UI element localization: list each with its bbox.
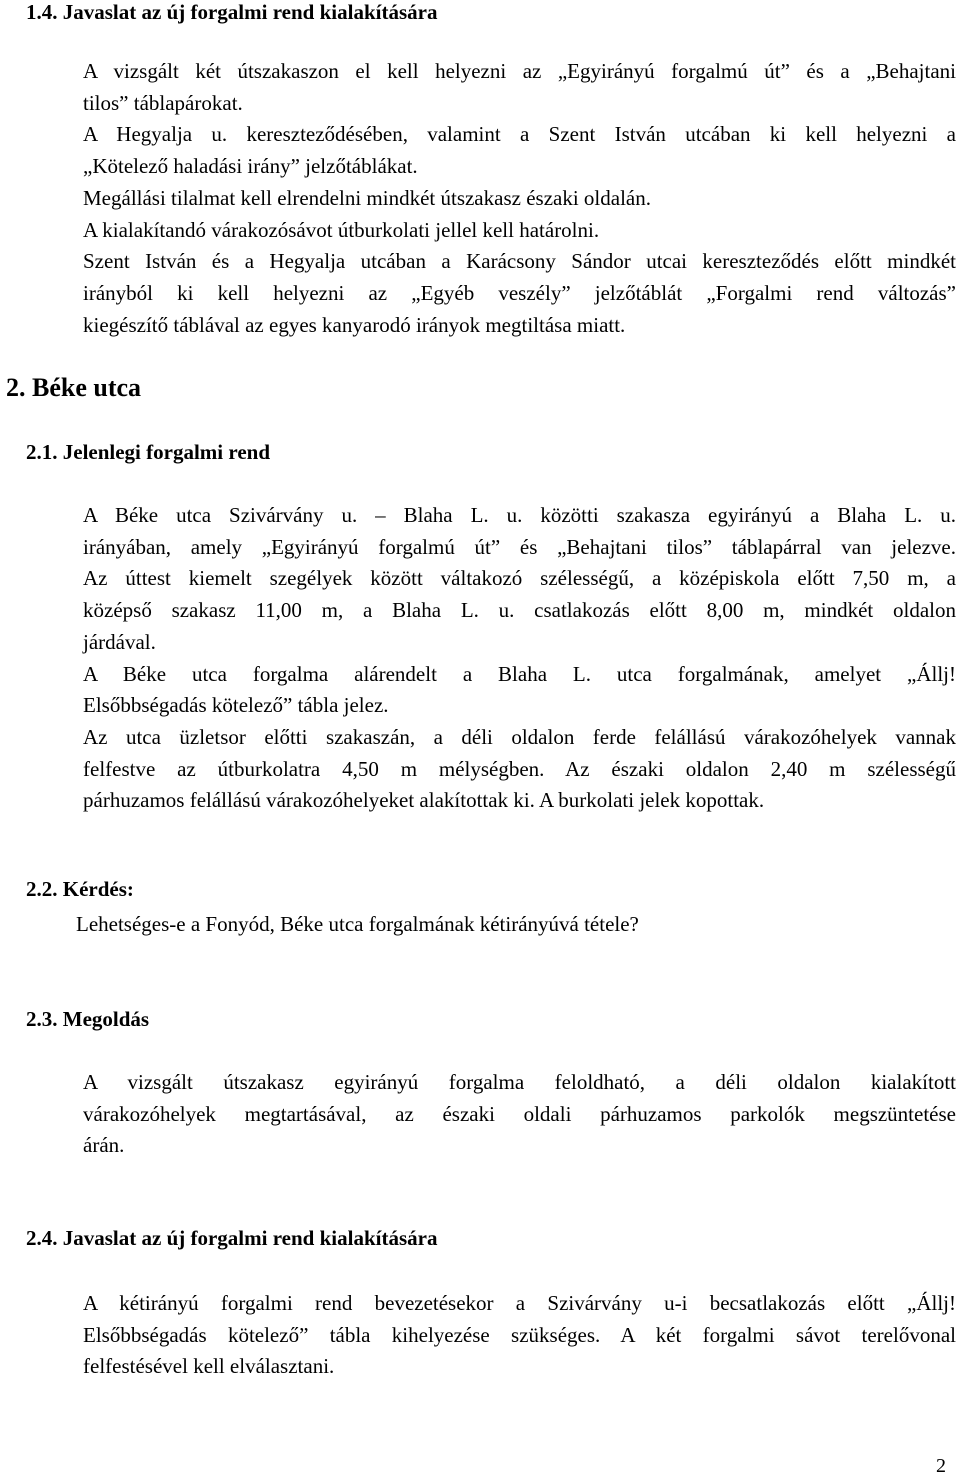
text-line: A Béke utca forgalma alárendelt a Blaha L. utca forgalmának, amelyet „Állj! (83, 661, 956, 686)
paragraph-1-4 (83, 56, 956, 341)
text-line: járdával. (83, 629, 156, 654)
heading-2: 2. Béke utca (6, 373, 142, 402)
text-line: tilos” táblapárokat. (83, 90, 243, 115)
text-line: Megállási tilalmat kell elrendelni mindkét útszakasz északi oldalán. (83, 185, 651, 210)
heading-2-2: 2.2. Kérdés: (26, 877, 134, 901)
text-line: Elsőbbségadás kötelező” tábla jelez. (83, 693, 389, 718)
text-line: Elsőbbségadás kötelező” tábla kihelyezése szükséges. A két forgalmi sávot terelővonal (83, 1322, 956, 1347)
text-line: A Hegyalja u. kereszteződésében, valamint a Szent István utcában ki kell helyezni a (83, 122, 956, 147)
text-line: irányból ki kell helyezni az „Egyéb veszély” jelzőtáblát „Forgalmi rend változás” (83, 280, 956, 305)
text-line: árán. (83, 1133, 125, 1158)
text-line: A kétirányú forgalmi rend bevezetésekor a Szivárvány u-i becsatlakozás előtt „Állj! (83, 1291, 956, 1315)
heading-2-1: 2.1. Jelenlegi forgalmi rend (26, 440, 270, 464)
text-line: A Béke utca Szivárvány u. – Blaha L. u. közötti szakasza egyirányú a Blaha L. u. (83, 503, 956, 527)
heading-2-4: 2.4. Javaslat az új forgalmi rend kialakítására (26, 1226, 438, 1250)
paragraph-2-3 (83, 1067, 956, 1162)
text-line: középső szakasz 11,00 m, a Blaha L. u. csatlakozás előtt 8,00 m, mindkét oldalon (83, 598, 956, 623)
paragraph-2-2 (76, 909, 956, 941)
text-line: Az úttest kiemelt szegélyek között váltakozó szélességű, a középiskola előtt 7,50 m, a (83, 566, 956, 591)
heading-1-4: 1.4. Javaslat az új forgalmi rend kialakítására (26, 0, 438, 24)
text-line: várakozóhelyek megtartásával, az északi oldali párhuzamos parkolók megszüntetése (83, 1101, 956, 1126)
text-line: A vizsgált két útszakaszon el kell helyezni az „Egyirányú forgalmú út” és a „Behajtani (83, 59, 956, 83)
page-number: 2 (936, 1455, 946, 1477)
text-line: párhuzamos felállású várakozóhelyeket alakítottak ki. A burkolati jelek kopottak. (83, 788, 765, 813)
text-line: A kialakítandó várakozósávot útburkolati jellel kell határolni. (83, 217, 600, 242)
text-line: A vizsgált útszakasz egyirányú forgalma feloldható, a déli oldalon kialakított (83, 1070, 956, 1094)
paragraph-2-4 (83, 1288, 956, 1383)
heading-2-3: 2.3. Megoldás (26, 1007, 150, 1031)
text-line: irányában, amely „Egyirányú forgalmú út” és „Behajtani tilos” táblapárral van jelezve. (83, 534, 956, 559)
text-line: Szent István és a Hegyalja utcában a Karácsony Sándor utcai kereszteződés előtt mindkét (83, 249, 956, 274)
text-line: felfestve az útburkolatra 4,50 m mélységben. Az északi oldalon 2,40 m szélességű (83, 756, 956, 781)
text-line: kiegészítő táblával az egyes kanyarodó irányok megtiltása miatt. (83, 312, 626, 337)
text-line: Lehetséges-e a Fonyód, Béke utca forgalmának kétirányúvá tétele? (76, 912, 639, 936)
text-line: „Kötelező haladási irány” jelzőtáblákat. (83, 154, 418, 179)
paragraph-2-1 (83, 500, 956, 817)
text-line: Az utca üzletsor előtti szakaszán, a déli oldalon ferde felállású várakozóhelyek vannak (83, 724, 956, 749)
text-line: felfestésével kell elválasztani. (83, 1354, 335, 1379)
